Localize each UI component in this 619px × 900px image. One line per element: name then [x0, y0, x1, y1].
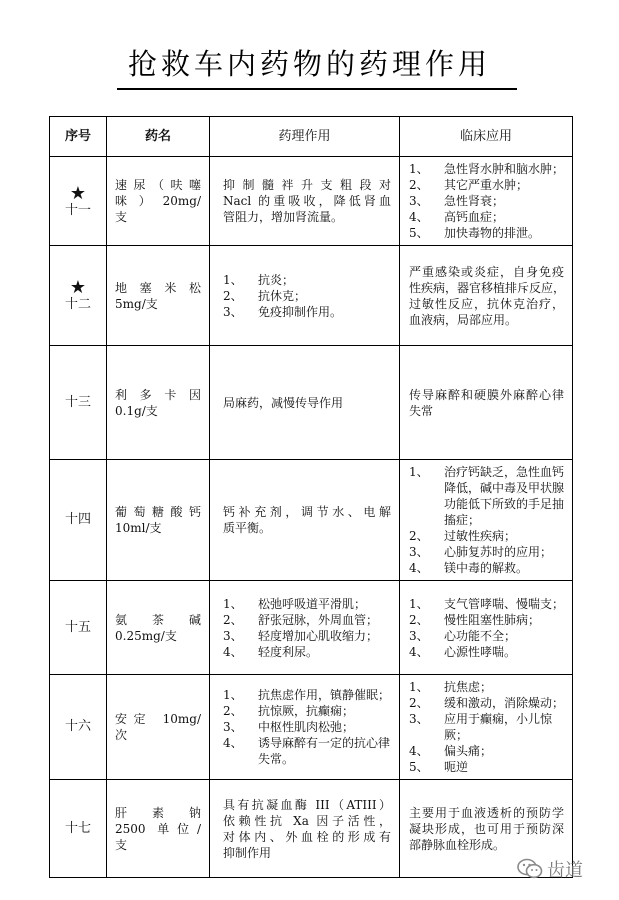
item-number: 2、	[223, 612, 243, 627]
drug-name-cell	[107, 157, 210, 246]
clinical-line: 主要用于血液透析的预防学	[409, 805, 564, 820]
drug-name-line: 安定 10mg/	[115, 712, 201, 726]
item-text: 缓和激动，消除燥动；	[444, 696, 565, 710]
clinical-cell	[400, 246, 573, 346]
item-text: 舒张冠脉，外周血管；	[258, 612, 379, 627]
pharm-item	[223, 272, 391, 288]
pharmacology-cell	[210, 780, 400, 878]
drug-name-line: 肝 素 钠	[115, 805, 201, 820]
header-clinical: 临床应用	[400, 117, 573, 157]
item-number: 1、	[409, 465, 429, 479]
item-number: 1、	[409, 596, 429, 611]
clinical-item	[409, 544, 564, 560]
item-text: 偏头痛；	[444, 744, 493, 758]
drug-name-line: 氨 茶 碱	[115, 612, 201, 627]
item-text: 诱导麻醉有一定的抗心律失常。	[258, 736, 391, 766]
item-number: 4、	[409, 744, 429, 758]
pharmacology-cell	[210, 581, 400, 675]
drug-name-line: 0.1g/支	[115, 403, 158, 418]
row-number-cell	[50, 675, 107, 780]
clinical-item	[409, 644, 564, 660]
clinical-line: 失常	[409, 403, 434, 418]
clinical-item	[409, 628, 564, 644]
item-text: 松弛呼吸道平滑肌；	[258, 596, 367, 611]
item-text: 应用于癫痫，小儿惊厥；	[444, 712, 553, 742]
drug-name-line: 利 多 卡 因	[115, 387, 201, 402]
pharm-line: 局麻药，减慢传导作用	[223, 395, 344, 410]
drug-name-line: 2500 单位/	[115, 821, 201, 836]
item-text: 心功能不全；	[444, 628, 517, 643]
clinical-cell	[400, 675, 573, 780]
row-number: 十四	[64, 512, 91, 527]
pharm-item	[223, 719, 391, 735]
drug-name-cell	[107, 346, 210, 460]
item-number: 3、	[409, 712, 429, 726]
drug-name-line: 10ml/支	[115, 521, 162, 535]
header-pharm: 药理作用	[210, 117, 400, 157]
item-number: 4、	[409, 561, 429, 575]
item-text: 其它严重水肿；	[444, 178, 529, 192]
pharm-item	[223, 644, 391, 660]
clinical-item	[409, 528, 564, 544]
table-row	[50, 581, 573, 675]
pharm-item	[223, 304, 391, 320]
clinical-item	[409, 177, 564, 193]
item-text: 呃逆	[444, 760, 469, 774]
table-row	[50, 246, 573, 346]
pharmacology-cell	[210, 675, 400, 780]
clinical-item	[409, 464, 564, 528]
drug-name-line: 咪 ） 20mg/	[115, 194, 201, 208]
drug-name-cell	[107, 246, 210, 346]
pharm-line: Nacl 的重吸收，降低肾血	[223, 194, 391, 208]
row-number-cell	[50, 581, 107, 675]
item-number: 1、	[409, 162, 429, 176]
clinical-item	[409, 743, 564, 759]
item-text: 支气管哮喘、慢喘支；	[444, 596, 565, 611]
pharm-item	[223, 687, 391, 703]
pharm-line: 具有抗凝血酶 III（ATIII）	[223, 797, 391, 812]
clinical-item	[409, 679, 564, 695]
drug-name-cell	[107, 780, 210, 878]
row-number: 十六	[64, 719, 91, 734]
clinical-line: 凝块形成，也可用于预防深	[409, 821, 564, 836]
drug-name-line: 地 塞 米 松	[115, 280, 201, 295]
clinical-item	[409, 759, 564, 775]
item-number: 3、	[223, 628, 243, 643]
item-number: 2、	[223, 288, 243, 303]
pharm-line: 管阻力，增加肾流量。	[223, 210, 344, 224]
page-title: 抢救车内药物的药理作用	[127, 47, 491, 81]
watermark-text: 齿道	[547, 860, 583, 881]
item-number: 4、	[409, 644, 429, 659]
clinical-item	[409, 225, 564, 241]
item-text: 过敏性疾病；	[444, 529, 517, 543]
drug-name-line: 速尿（呋噻	[115, 178, 201, 192]
item-number: 2、	[409, 612, 429, 627]
drug-name-cell	[107, 460, 210, 581]
header-name: 药名	[107, 117, 210, 157]
pharm-item	[223, 612, 391, 628]
star-icon: ★	[69, 182, 87, 204]
pharmacology-cell	[210, 157, 400, 246]
row-number-cell	[50, 246, 107, 346]
table-row	[50, 780, 573, 878]
star-icon: ★	[69, 277, 87, 298]
item-number: 1、	[223, 596, 243, 611]
table-row	[50, 346, 573, 460]
item-number: 5、	[409, 760, 429, 774]
item-text: 抗炎；	[258, 272, 295, 287]
item-text: 镁中毒的解救。	[444, 561, 529, 575]
pharm-item	[223, 596, 391, 612]
item-number: 1、	[409, 680, 429, 694]
item-text: 急性肾水肿和脑水肿；	[444, 162, 565, 176]
table-row	[50, 460, 573, 581]
item-text: 抗惊厥，抗癫痫；	[258, 704, 355, 718]
item-number: 2、	[409, 696, 429, 710]
pharm-item	[223, 703, 391, 719]
item-text: 免疫抑制作用。	[258, 304, 343, 319]
drug-name-cell	[107, 581, 210, 675]
drug-name-line: 支	[115, 837, 128, 852]
clinical-line: 血液病，局部应用。	[409, 312, 518, 327]
title-underline	[117, 88, 517, 90]
item-text: 治疗钙缺乏，急性血钙降低，碱中毒及甲状腺功能低下所致的手足抽搐症；	[444, 465, 565, 527]
item-text: 心源性哮喘。	[444, 644, 517, 659]
pharm-item	[223, 288, 391, 304]
clinical-item	[409, 711, 564, 743]
clinical-cell	[400, 157, 573, 246]
clinical-item	[409, 560, 564, 576]
pharm-line: 依赖性抗 Xa 因子活性，	[223, 813, 391, 828]
item-number: 2、	[409, 178, 429, 192]
drug-table	[49, 116, 573, 878]
clinical-line: 严重感染或炎症，自身免疫	[409, 264, 564, 279]
row-number-cell	[50, 157, 107, 246]
pharm-line: 抑制作用	[223, 845, 272, 860]
table-header-row	[50, 117, 573, 157]
pharmacology-cell	[210, 346, 400, 460]
watermark	[517, 854, 607, 884]
clinical-item	[409, 193, 564, 209]
item-text: 心肺复苏时的应用；	[444, 545, 553, 559]
drug-name-line: 支	[115, 210, 128, 224]
row-number: 十一	[64, 202, 91, 218]
clinical-item	[409, 596, 564, 612]
item-text: 轻度增加心肌收缩力；	[258, 628, 379, 643]
item-text: 慢性阻塞性肺病；	[444, 612, 541, 627]
clinical-item	[409, 695, 564, 711]
item-text: 抗休克；	[258, 288, 307, 303]
row-number: 十二	[64, 297, 91, 312]
item-text: 抗焦虑作用，镇静催眠；	[258, 688, 391, 702]
item-number: 1、	[223, 688, 243, 702]
drug-name-line: 5mg/支	[115, 296, 158, 311]
pharmacology-cell	[210, 460, 400, 581]
pharm-line: 抑制髓袢升支粗段对	[223, 178, 391, 192]
item-number: 2、	[409, 529, 429, 543]
item-number: 1、	[223, 272, 243, 287]
clinical-item	[409, 161, 564, 177]
clinical-item	[409, 612, 564, 628]
item-text: 高钙血症；	[444, 210, 505, 224]
item-number: 3、	[409, 194, 429, 208]
item-number: 4、	[409, 210, 429, 224]
table-row	[50, 157, 573, 246]
drug-name-line: 0.25mg/支	[115, 628, 177, 643]
item-text: 轻度利尿。	[258, 644, 319, 659]
item-number: 2、	[223, 704, 243, 718]
drug-name-cell	[107, 675, 210, 780]
row-number: 十五	[64, 619, 91, 635]
wechat-icon	[517, 858, 543, 880]
pharm-line: 钙补充剂，调节水、电解	[223, 505, 391, 519]
clinical-cell	[400, 581, 573, 675]
clinical-item	[409, 209, 564, 225]
item-number: 3、	[223, 720, 243, 734]
pharm-line: 对体内、外血栓的形成有	[223, 829, 391, 844]
pharm-item	[223, 628, 391, 644]
item-number: 3、	[409, 545, 429, 559]
clinical-cell	[400, 460, 573, 581]
pharm-item	[223, 735, 391, 767]
item-text: 抗焦虑；	[444, 680, 493, 694]
clinical-line: 性疾病，器官移植排斥反应，	[409, 280, 566, 295]
row-number-cell	[50, 346, 107, 460]
table-row	[50, 675, 573, 780]
row-number-cell	[50, 780, 107, 878]
clinical-cell	[400, 346, 573, 460]
drug-name-line: 葡萄糖酸钙	[115, 505, 201, 519]
drug-name-line: 次	[115, 728, 128, 742]
item-text: 急性肾衰；	[444, 194, 505, 208]
row-number: 十七	[64, 820, 91, 836]
item-number: 5、	[409, 226, 429, 240]
header-no: 序号	[50, 117, 107, 157]
item-number: 4、	[223, 644, 243, 659]
item-text: 中枢性肌肉松弛；	[258, 720, 355, 734]
item-number: 3、	[223, 304, 243, 319]
clinical-line: 部静脉血栓形成。	[409, 837, 506, 852]
row-number: 十三	[64, 394, 91, 410]
pharm-line: 质平衡。	[223, 521, 272, 535]
row-number-cell	[50, 460, 107, 581]
clinical-line: 传导麻醉和硬膜外麻醉心律	[409, 387, 564, 402]
item-number: 3、	[409, 628, 429, 643]
item-text: 加快毒物的排泄。	[444, 226, 541, 240]
item-number: 4、	[223, 736, 243, 750]
clinical-line: 过敏性反应，抗休克治疗，	[409, 296, 564, 311]
pharmacology-cell	[210, 246, 400, 346]
